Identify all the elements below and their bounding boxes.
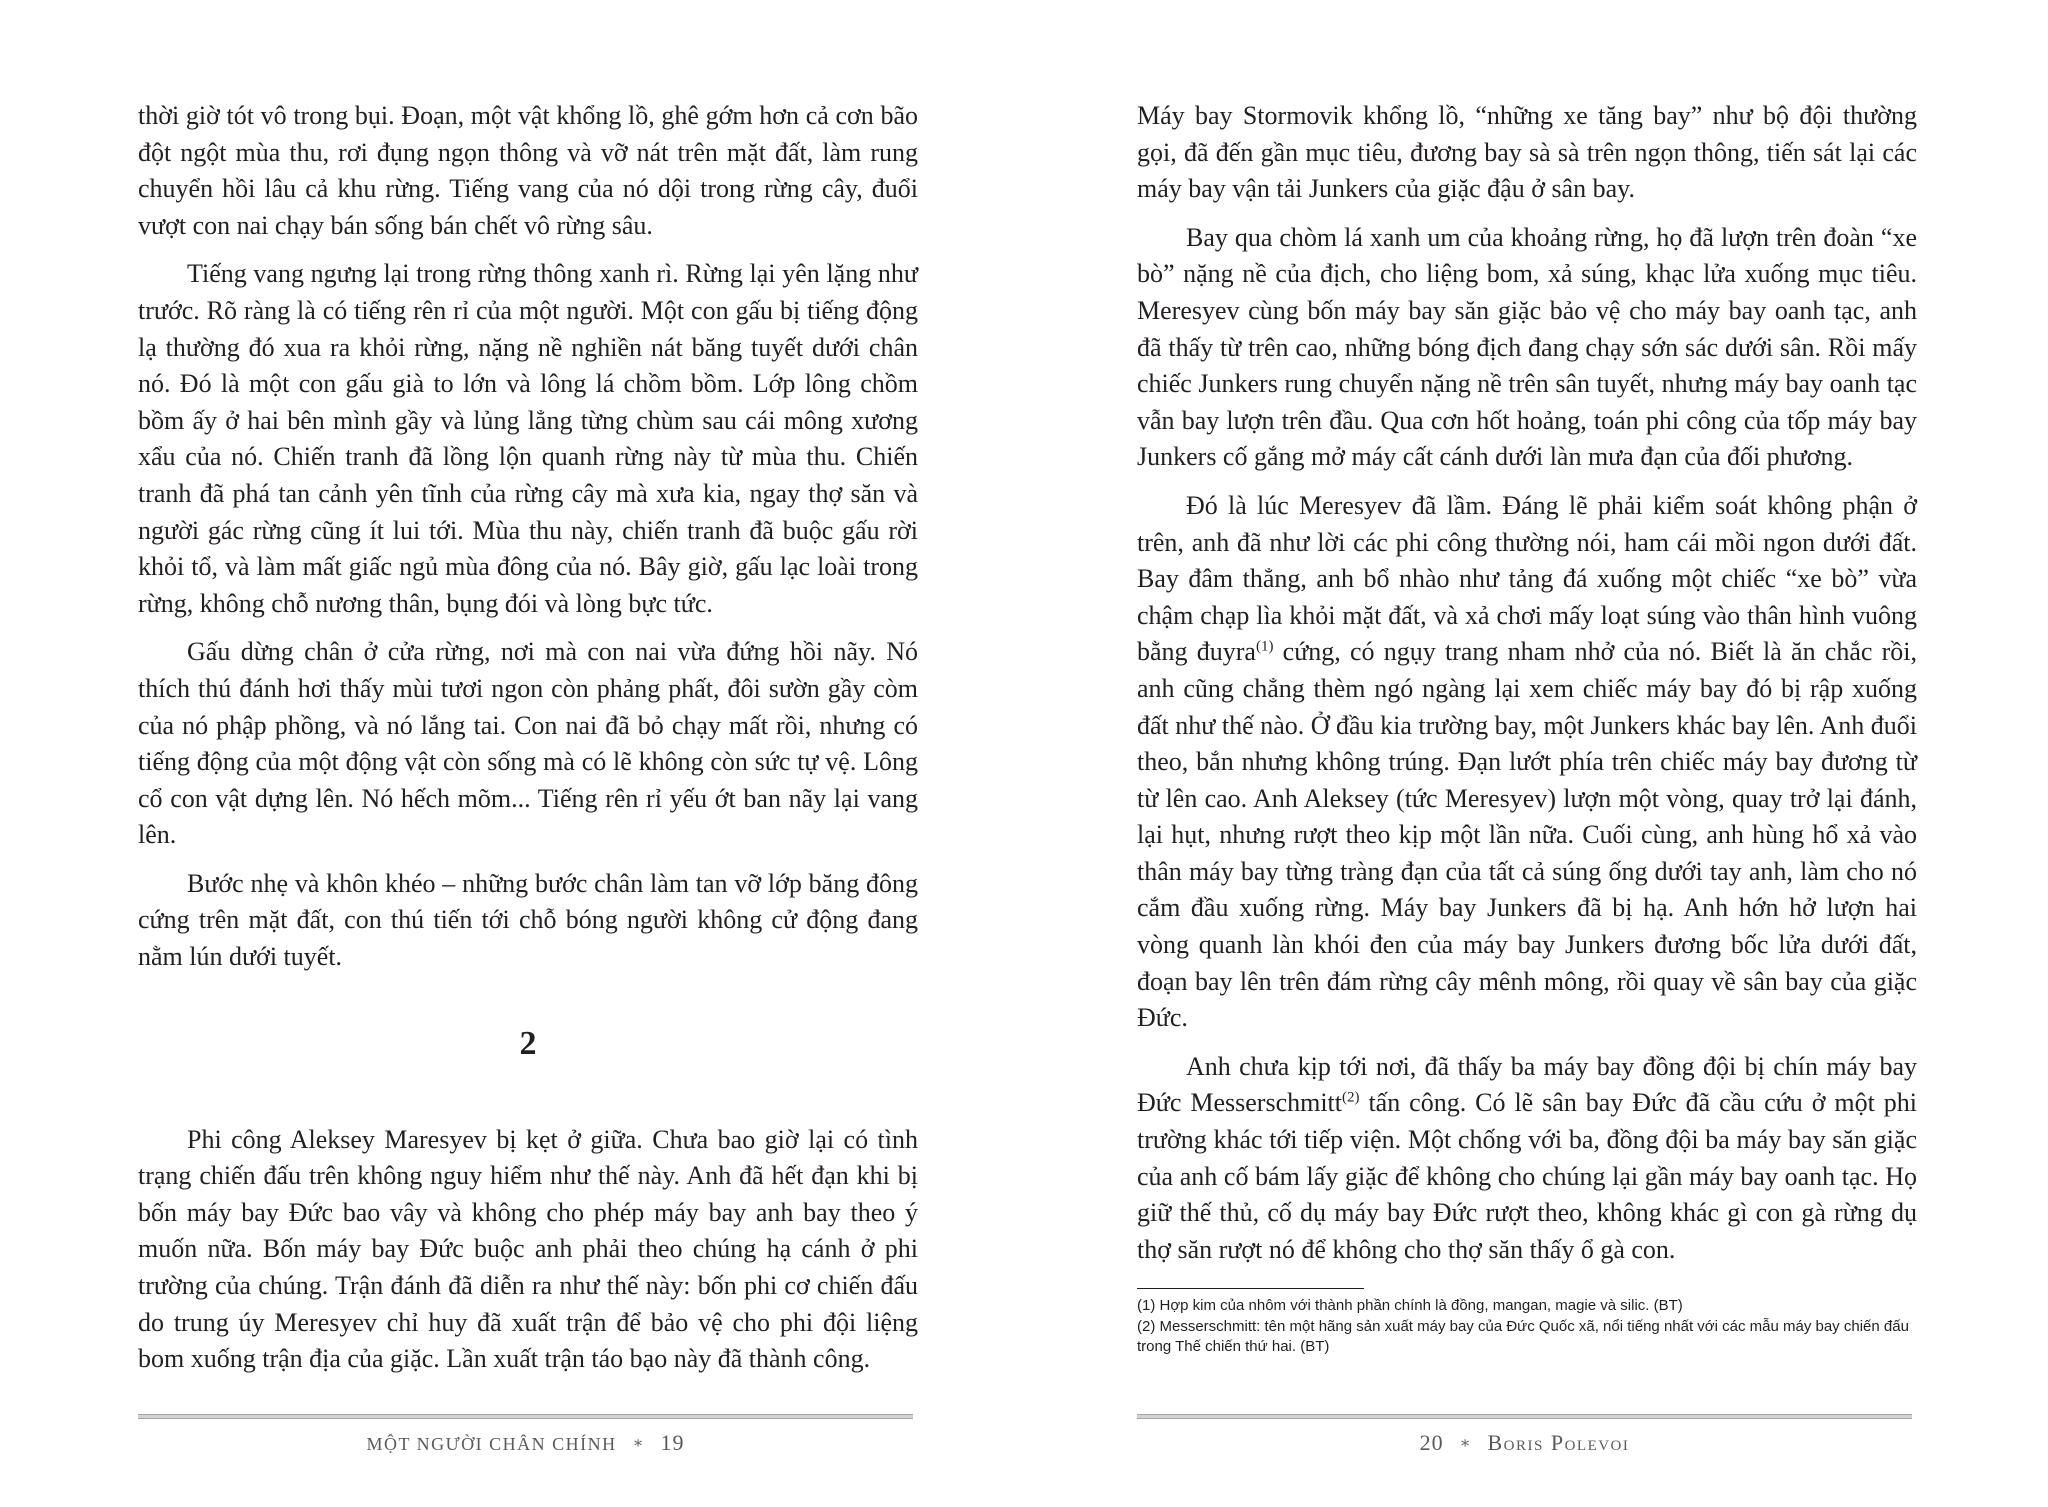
footnote-ref: (2) (1342, 1089, 1360, 1106)
left-page (138, 98, 918, 1390)
paragraph: Tiếng vang ngưng lại trong rừng thông xanh rì. Rừng lại yên lặng như trước. Rõ ràng là có tiếng rên rỉ của một người. Một con gấu bị tiếng động lạ thường đó xua ra khỏi rừng, nặng nề nghiền nát băng tuyết dưới chân nó. Đó là một con gấu già to lớn và lông lá chồm bồm. Lớp lông chồm bồm ấy ở hai bên mình gầy và lủng lẳng từng chùm sau cái mông xương xẩu của nó. Chiến tranh đã lồng lộn quanh rừng này từ mùa thu. Chiến tranh đã phá tan cảnh yên tĩnh của rừng cây mà xưa kia, ngay thợ săn và người gác rừng cũng ít lui tới. Mùa thu này, chiến tranh đã buộc gấu rời khỏi tổ, và làm mất giấc ngủ mùa đông của nó. Bây giờ, gấu lạc loài trong rừng, không chỗ nương thân, bụng đói và lòng bực tức. (138, 259, 918, 618)
paragraph: Gấu dừng chân ở cửa rừng, nơi mà con nai vừa đứng hồi nãy. Nó thích thú đánh hơi thấy mùi tươi ngon còn phảng phất, đôi sườn gầy còm của nó phập phồng, và nó lắng tai. Con nai đã bỏ chạy mất rồi, nhưng có tiếng động của một động vật còn sống mà có lẽ không còn sức tự vệ. Lông cổ con vật dựng lên. Nó hếch mõm... Tiếng rên rỉ yếu ớt ban nãy lại vang lên. (138, 637, 918, 850)
page-number: 20 (1419, 1430, 1444, 1455)
paragraph (1137, 1049, 1917, 1269)
footnote-rule (1137, 1288, 1364, 1289)
left-footer (138, 1430, 913, 1456)
footer-separator: ∗ (632, 1435, 645, 1452)
paragraph-text: Đó là lúc Meresyev đã lầm. Đáng lẽ phải kiểm soát không phận ở trên, anh đã như lời các phi công thường nói, ham cái mồi ngon dưới đất. Bay đâm thẳng, anh bổ nhào như tảng đá xuống một chiếc “xe bò” vừa chậm chạp lìa khỏi mặt đất, và xả chơi mấy loạt súng vào thân hình vuông bằng đuyra (1137, 490, 1917, 667)
paragraph-text: cứng, có ngụy trang nham nhở của nó. Biết là ăn chắc rồi, anh cũng chẳng thèm ngó ngàng lại xem chiếc máy bay đó bị rập xuống đất như thế nào. Ở đầu kia trường bay, một Junkers khác bay lên. Anh đuổi theo, bắn nhưng không trúng. Đạn lướt phía trên chiếc máy bay đương từ từ lên cao. Anh Aleksey (tức Meresyev) lượn một vòng, quay trở lại đánh, lại hụt, nhưng rượt theo kịp một lần nữa. Cuối cùng, anh hùng hổ xả vào thân máy bay từng tràng đạn của tất cả súng ống dưới tay anh, làm cho nó cắm đầu xuống rừng. Máy bay Junkers đã bị hạ. Anh hớn hở lượn hai vòng quanh làn khói đen của máy bay Junkers đương bốc lửa dưới đất, đoạn bay lên trên đám rừng cây mênh mông, rồi quay về sân bay của giặc Đức. (1137, 637, 1917, 1033)
paragraph: thời giờ tót vô trong bụi. Đoạn, một vật khổng lồ, ghê gớm hơn cả cơn bão đột ngột mùa thu, rơi đụng ngọn thông và vỡ nát trên mặt đất, làm rung chuyển hồi lâu cả khu rừng. Tiếng vang của nó dội trong rừng cây, đuổi vượt con nai chạy bán sống bán chết vô rừng sâu. (138, 101, 918, 240)
footnote: (2) Messerschmitt: tên một hãng sản xuất máy bay của Đức Quốc xã, nổi tiếng nhất với các mẫu máy bay chiến đấu trong Thế chiến thứ hai. (BT) (1137, 1317, 1909, 1355)
running-author: Boris Polevoi (1487, 1430, 1630, 1455)
footer-separator: ∗ (1459, 1435, 1472, 1452)
page-number: 19 (660, 1430, 685, 1455)
paragraph (1137, 488, 1917, 1037)
right-page (1137, 98, 1917, 1280)
running-title: MỘT NGƯỜI CHÂN CHÍNH (366, 1434, 617, 1454)
footer-rule (138, 1414, 913, 1419)
paragraph: Bước nhẹ và khôn khéo – những bước chân làm tan vỡ lớp băng đông cứng trên mặt đất, con thú tiến tới chỗ bóng người không cử động đang nằm lún dưới tuyết. (138, 868, 918, 972)
paragraph: Phi công Aleksey Maresyev bị kẹt ở giữa. Chưa bao giờ lại có tình trạng chiến đấu trên không nguy hiểm như thế này. Anh đã hết đạn khi bị bốn máy bay Đức bao vây và không cho phép máy bay anh bay theo ý muốn nữa. Bốn máy bay Đức buộc anh phải theo chúng hạ cánh ở phi trường của chúng. Trận đánh đã diễn ra như thế này: bốn phi cơ chiến đấu do trung úy Meresyev chỉ huy đã xuất trận để bảo vệ cho phi đội liệng bom xuống trận địa của giặc. Lần xuất trận táo bạo này đã thành công. (138, 1124, 918, 1374)
paragraph-text: Anh chưa kịp tới nơi, đã thấy ba máy bay đồng đội bị chín máy bay Đức Messerschmitt (1137, 1051, 1917, 1118)
paragraph-text: tấn công. Có lẽ sân bay Đức đã cầu cứu ở một phi trường khác tới tiếp viện. Một chống với ba, đồng đội ba máy bay săn giặc của anh cố bám lấy giặc để không cho chúng lại gần máy bay oanh tạc. Họ giữ thế thủ, cố dụ máy bay Đức rượt theo, không khác gì con gà rừng dụ thợ săn rượt nó để không cho thợ săn thấy ổ gà con. (1137, 1088, 1918, 1264)
footnote: (1) Hợp kim của nhôm với thành phần chính là đồng, mangan, magie và silic. (BT) (1137, 1297, 1683, 1314)
right-footer (1137, 1430, 1912, 1456)
footnote-ref: (1) (1255, 638, 1274, 655)
paragraph: Bay qua chòm lá xanh um của khoảng rừng, họ đã lượn trên đoàn “xe bò” nặng nề của địch, cho liệng bom, xả súng, khạc lửa xuống mục tiêu. Meresyev cùng bốn máy bay săn giặc bảo vệ cho máy bay oanh tạc, anh đã thấy từ trên cao, những bóng địch đang chạy sớn sác dưới sân. Rồi mấy chiếc Junkers rung chuyển nặng nề trên sân tuyết, nhưng máy bay oanh tạc vẫn bay lượn trên đầu. Qua cơn hốt hoảng, toán phi công của tốp máy bay Junkers cố gắng mở máy cất cánh dưới làn mưa đạn của đối phương. (1137, 222, 1917, 472)
chapter-heading: 2 (519, 1024, 537, 1062)
paragraph: Máy bay Stormovik khổng lồ, “những xe tăng bay” như bộ đội thường gọi, đã đến gần mục tiêu, đương bay sà sà trên ngọn thông, tiến sát lại các máy bay vận tải Junkers của giặc đậu ở sân bay. (1137, 101, 1917, 204)
footer-rule (1137, 1414, 1912, 1419)
footnotes (1137, 1296, 1917, 1358)
